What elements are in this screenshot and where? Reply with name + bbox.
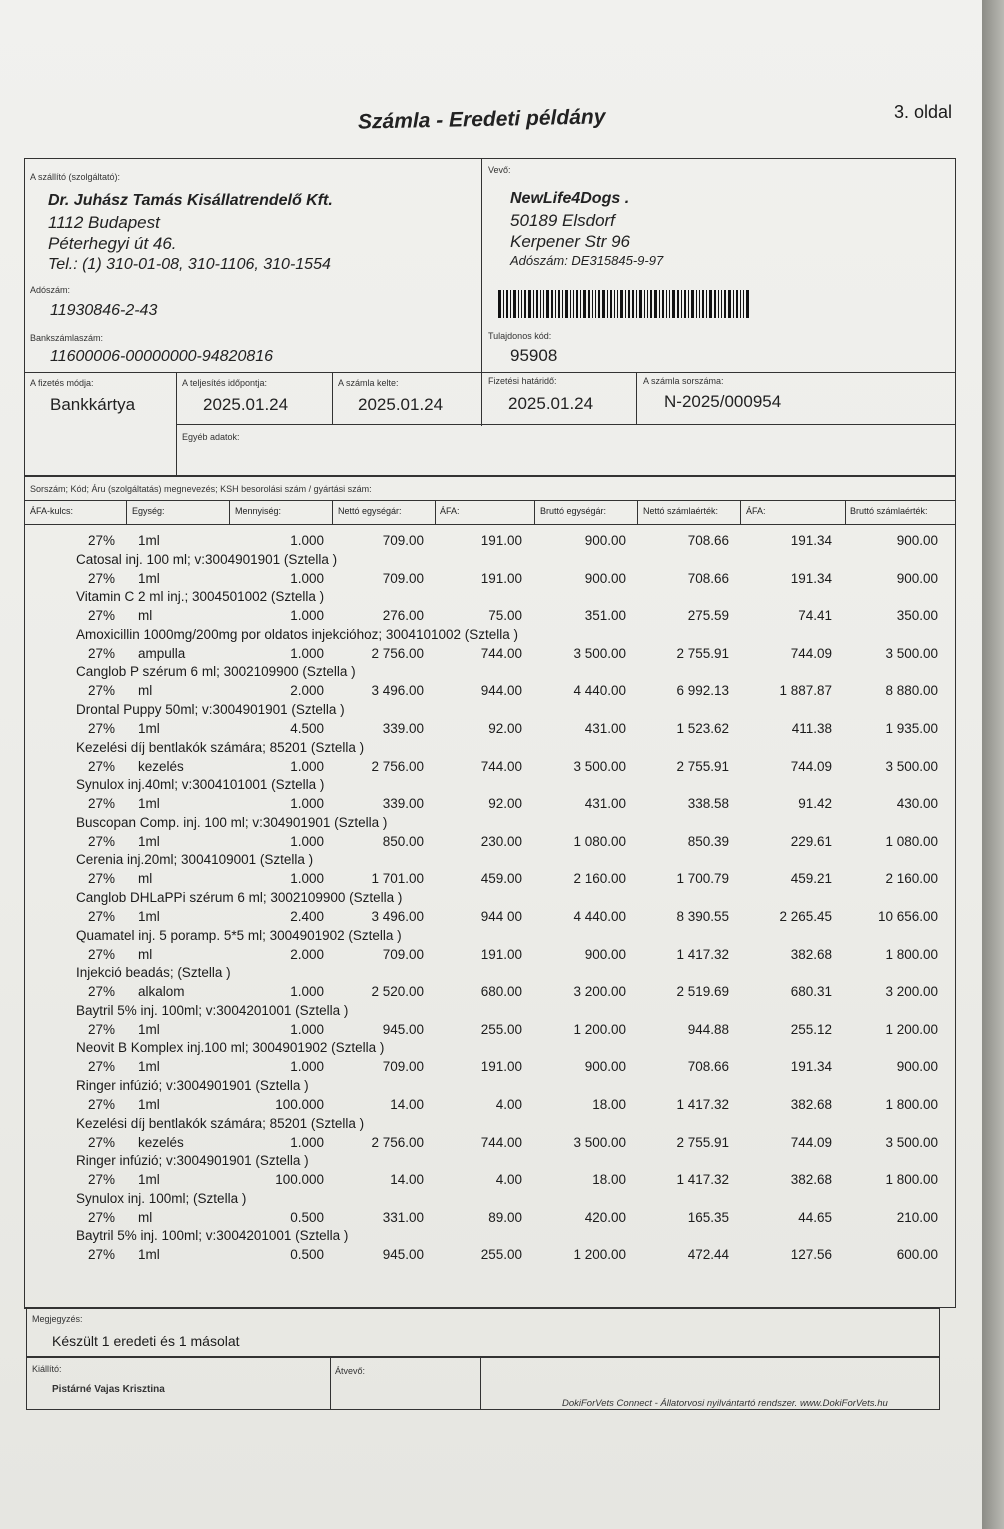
- cell-net-unit: 2 756.00: [371, 758, 424, 774]
- cell-vat-rate: 27%: [88, 645, 116, 661]
- cell-vat: 744.00: [480, 758, 522, 774]
- item-name: Vitamin C 2 ml inj.; 3004501002 (Sztella ): [76, 589, 325, 605]
- cell-qty: 2.000: [290, 946, 324, 962]
- cell-gross-unit: 431.00: [584, 796, 626, 812]
- cell-vat-rate: 27%: [88, 1209, 116, 1225]
- cell-net-unit: 709.00: [382, 570, 424, 586]
- cell-vat: 744.00: [480, 1134, 522, 1150]
- cell-vat-rate: 27%: [88, 1097, 116, 1112]
- cell-qty: 100.000: [275, 1097, 324, 1112]
- cell-unit: 1ml: [138, 570, 160, 586]
- cell-net-total: 2 755.91: [676, 645, 729, 661]
- cell-net-total: 708.66: [687, 533, 729, 548]
- cell-vat: 191.00: [480, 1059, 522, 1075]
- cell-net-unit: 331.00: [382, 1209, 424, 1225]
- cell-vat-total: 459.21: [790, 871, 832, 887]
- cell-vat-total: 382.68: [790, 1097, 832, 1112]
- cell-net-unit: 3 496.00: [371, 683, 424, 699]
- cell-qty: 100.000: [275, 1172, 324, 1188]
- note-label: Megjegyzés:: [32, 1314, 83, 1324]
- col-vat-total: ÁFA:: [746, 506, 766, 516]
- cell-gross-unit: 1 080.00: [573, 833, 626, 849]
- cell-vat-rate: 27%: [88, 683, 116, 699]
- cell-unit: alkalom: [138, 984, 185, 1000]
- cell-net-total: 472.44: [687, 1247, 729, 1263]
- item-name: Baytril 5% inj. 100ml; v:3004201001 (Sztella ): [76, 1002, 349, 1018]
- cell-gross-total: 8 880.00: [885, 683, 938, 699]
- cell-vat: 459.00: [480, 871, 522, 887]
- cell-vat: 4.00: [495, 1172, 522, 1188]
- item-name: Catosal inj. 100 ml; v:3004901901 (Sztella ): [76, 551, 338, 567]
- signature-divider-2: [480, 1358, 481, 1410]
- cell-gross-total: 210.00: [896, 1209, 938, 1225]
- cell-net-total: 2 755.91: [676, 758, 729, 774]
- cell-qty: 1.000: [290, 533, 324, 548]
- cell-vat-total: 255.12: [790, 1021, 832, 1037]
- cell-net-total: 1 417.32: [676, 1172, 729, 1188]
- col-sep: [534, 500, 535, 524]
- cell-vat-rate: 27%: [88, 758, 116, 774]
- supplier-label: A szállító (szolgáltató):: [30, 172, 121, 182]
- col-sep: [126, 500, 127, 524]
- payment-divider-1: [176, 372, 177, 476]
- cell-unit: 1ml: [138, 533, 160, 548]
- buyer-city: 50189 Elsdorf: [510, 211, 615, 230]
- cell-unit: 1ml: [138, 721, 160, 736]
- cell-vat: 4.00: [495, 1097, 522, 1112]
- invoice-serial: N-2025/000954: [664, 392, 782, 411]
- cell-vat-rate: 27%: [88, 946, 116, 962]
- col-sep: [332, 500, 333, 524]
- supplier-street: Péterhegyi út 46.: [48, 234, 177, 253]
- cell-unit: 1ml: [138, 1247, 160, 1263]
- cell-unit: 1ml: [138, 1172, 160, 1188]
- cell-net-total: 1 417.32: [676, 1097, 729, 1112]
- cell-qty: 1.000: [290, 608, 324, 624]
- cell-vat-total: 411.38: [791, 721, 832, 736]
- cell-qty: 1.000: [290, 1059, 324, 1075]
- cell-gross-unit: 900.00: [584, 1059, 626, 1075]
- cell-gross-total: 10 656.00: [877, 909, 938, 924]
- cell-vat-rate: 27%: [88, 1021, 116, 1037]
- cell-gross-unit: 900.00: [584, 570, 626, 586]
- cell-qty: 0.500: [290, 1209, 324, 1225]
- cell-vat-total: 744.09: [790, 758, 832, 774]
- cell-net-unit: 3 496.00: [371, 909, 424, 924]
- cell-vat-total: 382.68: [790, 946, 832, 962]
- cell-net-total: 708.66: [687, 570, 729, 586]
- col-sep: [229, 500, 230, 524]
- completion-date-label: A teljesítés időpontja:: [182, 378, 268, 388]
- cell-unit: 1ml: [138, 1021, 160, 1037]
- cell-unit: ml: [138, 871, 153, 887]
- cell-qty: 1.000: [290, 1134, 324, 1150]
- cell-vat: 191.00: [480, 533, 522, 548]
- cell-vat: 75.00: [488, 608, 522, 624]
- cell-vat: 92.00: [488, 721, 522, 736]
- col-gross-total: Bruttó számlaérték:: [850, 506, 928, 516]
- cell-net-unit: 709.00: [382, 946, 424, 962]
- cell-net-total: 1 417.32: [676, 946, 729, 962]
- cell-gross-unit: 3 200.00: [573, 984, 626, 1000]
- item-name: Canglob P szérum 6 ml; 3002109900 (Sztella ): [76, 664, 356, 680]
- buyer-street: Kerpener Str 96: [510, 232, 631, 251]
- cell-gross-total: 900.00: [896, 533, 938, 548]
- cell-vat-total: 744.09: [790, 1134, 832, 1150]
- cell-gross-total: 900.00: [896, 1059, 938, 1075]
- item-name: Baytril 5% inj. 100ml; v:3004201001 (Sztella ): [76, 1228, 349, 1244]
- cell-gross-total: 3 500.00: [885, 1134, 938, 1150]
- issue-date-label: A számla kelte:: [338, 378, 399, 388]
- cell-net-total: 2 519.69: [676, 984, 729, 1000]
- cell-qty: 1.000: [290, 833, 324, 849]
- cell-gross-unit: 420.00: [584, 1209, 626, 1225]
- cell-qty: 1.000: [290, 1021, 324, 1037]
- supplier-tax-label: Adószám:: [30, 285, 71, 295]
- cell-vat-rate: 27%: [88, 1172, 116, 1188]
- cell-unit: 1ml: [138, 796, 160, 812]
- cell-gross-total: 3 500.00: [885, 645, 938, 661]
- cell-net-unit: 850.00: [382, 833, 424, 849]
- item-name: Ringer infúzió; v:3004901901 (Sztella ): [76, 1153, 309, 1169]
- cell-net-total: 944.88: [687, 1021, 729, 1037]
- page-title: Számla - Eredeti példány: [357, 105, 606, 134]
- cell-vat: 744.00: [480, 645, 522, 661]
- cell-net-total: 1 523.62: [676, 721, 729, 736]
- cell-vat: 255.00: [480, 1247, 522, 1263]
- column-header-bottom: [24, 524, 956, 525]
- item-name: Synulox inj.40ml; v:3004101001 (Sztella ): [76, 777, 325, 793]
- cell-vat-total: 680.31: [790, 984, 832, 1000]
- cell-net-unit: 14.00: [390, 1097, 424, 1112]
- cell-net-unit: 2 520.00: [371, 984, 424, 1000]
- cell-vat: 255.00: [480, 1021, 522, 1037]
- col-unit: Egység:: [132, 506, 165, 516]
- cell-gross-total: 430.00: [896, 796, 938, 812]
- col-sep: [740, 500, 741, 524]
- cell-vat-total: 191.34: [790, 570, 832, 586]
- cell-unit: 1ml: [138, 1097, 160, 1112]
- cell-qty: 2.000: [290, 683, 324, 699]
- owner-code: 95908: [510, 346, 558, 365]
- header-divider: [481, 158, 482, 426]
- cell-net-unit: 709.00: [382, 1059, 424, 1075]
- item-name: Cerenia inj.20ml; 3004109001 (Sztella ): [76, 852, 314, 868]
- other-data-label: Egyéb adatok:: [182, 432, 240, 442]
- cell-vat: 230.00: [480, 833, 522, 849]
- cell-net-total: 165.35: [687, 1209, 729, 1225]
- item-name: Quamatel inj. 5 poramp. 5*5 ml; 3004901902 (Sztella ): [76, 927, 402, 943]
- cell-unit: ml: [138, 946, 153, 962]
- supplier-city: 1112 Budapest: [48, 213, 160, 232]
- cell-vat: 944.00: [480, 683, 522, 699]
- cell-qty: 1.000: [290, 758, 324, 774]
- payment-divider-2: [332, 372, 333, 424]
- cell-net-unit: 14.00: [390, 1172, 424, 1188]
- cell-net-unit: 2 756.00: [371, 645, 424, 661]
- cell-gross-unit: 3 500.00: [573, 645, 626, 661]
- cell-unit: ml: [138, 683, 153, 699]
- cell-net-unit: 339.00: [382, 796, 424, 812]
- issue-date: 2025.01.24: [358, 395, 444, 414]
- column-header-top: [24, 500, 956, 501]
- cell-vat-total: 127.56: [790, 1247, 832, 1263]
- col-vat: ÁFA:: [440, 506, 460, 516]
- cell-net-total: 708.66: [687, 1059, 729, 1075]
- barcode: [498, 290, 802, 318]
- cell-vat-rate: 27%: [88, 984, 116, 1000]
- cell-gross-unit: 2 160.00: [573, 871, 626, 887]
- cell-gross-total: 350.00: [896, 608, 938, 624]
- item-name: Synulox inj. 100ml; (Sztella ): [76, 1190, 247, 1206]
- item-name: Amoxicillin 1000mg/200mg por oldatos injekcióhoz; 3004101002 (Sztella ): [76, 626, 519, 642]
- cell-unit: kezelés: [138, 1134, 184, 1150]
- paper-edge: [982, 0, 1004, 1529]
- cell-gross-total: 600.00: [896, 1247, 938, 1263]
- cell-gross-unit: 3 500.00: [573, 1134, 626, 1150]
- cell-vat-rate: 27%: [88, 721, 116, 736]
- issuer-label: Kiállító:: [32, 1364, 62, 1374]
- cell-gross-unit: 18.00: [592, 1172, 626, 1188]
- cell-net-total: 850.39: [687, 833, 729, 849]
- cell-gross-unit: 351.00: [584, 608, 626, 624]
- cell-net-total: 6 992.13: [676, 683, 729, 699]
- supplier-tax-number: 11930846-2-43: [50, 302, 158, 319]
- col-sep: [845, 500, 846, 524]
- cell-gross-unit: 431.00: [584, 721, 626, 736]
- cell-gross-unit: 18.00: [592, 1097, 626, 1112]
- cell-gross-total: 1 200.00: [885, 1021, 938, 1037]
- buyer-label: Vevő:: [488, 165, 511, 175]
- cell-vat-rate: 27%: [88, 1059, 116, 1075]
- cell-gross-total: 3 500.00: [885, 758, 938, 774]
- col-sep: [637, 500, 638, 524]
- cell-vat-total: 191.34: [790, 533, 832, 548]
- cell-vat-total: 1 887.87: [779, 683, 832, 699]
- payment-divider-3: [636, 372, 637, 424]
- item-name: Buscopan Comp. inj. 100 ml; v:304901901 (Sztella ): [76, 814, 388, 830]
- owner-code-label: Tulajdonos kód:: [488, 331, 552, 341]
- cell-vat: 944 00: [480, 909, 522, 924]
- cell-net-unit: 945.00: [382, 1247, 424, 1263]
- cell-unit: ml: [138, 1209, 153, 1225]
- supplier-name: Dr. Juhász Tamás Kisállatrendelő Kft.: [48, 192, 333, 209]
- payment-row-bottom: [176, 424, 956, 425]
- cell-vat: 191.00: [480, 570, 522, 586]
- cell-vat-rate: 27%: [88, 1134, 116, 1150]
- cell-vat-rate: 27%: [88, 1247, 116, 1263]
- cell-net-unit: 945.00: [382, 1021, 424, 1037]
- cell-gross-total: 1 800.00: [885, 1097, 938, 1112]
- cell-vat-total: 191.34: [790, 1059, 832, 1075]
- cell-vat: 191.00: [480, 946, 522, 962]
- cell-vat-total: 74.41: [798, 608, 832, 624]
- cell-gross-unit: 4 440.00: [573, 683, 626, 699]
- item-name: Canglob DHLaPPi szérum 6 ml; 3002109900 (Sztella ): [76, 890, 403, 905]
- cell-gross-unit: 3 500.00: [573, 758, 626, 774]
- serial-label: A számla sorszáma:: [643, 376, 724, 386]
- completion-date: 2025.01.24: [203, 395, 289, 414]
- cell-unit: 1ml: [138, 833, 160, 849]
- cell-unit: 1ml: [138, 1059, 160, 1075]
- supplier-bank-label: Bankszámlaszám:: [30, 333, 104, 343]
- cell-gross-total: 3 200.00: [885, 984, 938, 1000]
- cell-gross-unit: 1 200.00: [573, 1021, 626, 1037]
- cell-net-unit: 709.00: [382, 533, 424, 548]
- cell-qty: 1.000: [290, 796, 324, 812]
- receiver-label: Átvevő:: [335, 1366, 366, 1376]
- cell-gross-unit: 900.00: [584, 533, 626, 548]
- note-text: Készült 1 eredeti és 1 másolat: [52, 1333, 240, 1349]
- cell-gross-total: 2 160.00: [885, 871, 938, 887]
- cell-unit: ampulla: [138, 645, 186, 661]
- payment-row-top: [24, 372, 956, 373]
- col-gross-unit: Bruttó egységár:: [540, 506, 607, 516]
- item-name: Kezelési díj bentlakók számára; 85201 (Sztella ): [76, 1115, 365, 1131]
- cell-net-total: 8 390.55: [676, 909, 729, 924]
- cell-gross-total: 900.00: [896, 570, 938, 586]
- software-credit: DokiForVets Connect - Állatorvosi nyilvántartó rendszer. www.DokiForVets.hu: [562, 1398, 888, 1409]
- cell-qty: 1.000: [290, 570, 324, 586]
- cell-qty: 0.500: [290, 1247, 324, 1263]
- items-description-header: Sorszám; Kód; Áru (szolgáltatás) megnevezés; KSH besorolási szám / gyártási szám:: [30, 484, 372, 494]
- cell-net-total: 1 700.79: [676, 871, 729, 887]
- signature-divider-1: [330, 1358, 331, 1410]
- item-name: Drontal Puppy 50ml; v:3004901901 (Sztella ): [76, 702, 345, 717]
- col-net-unit: Nettó egységár:: [338, 506, 402, 516]
- due-date: 2025.01.24: [508, 394, 594, 413]
- item-name: Kezelési díj bentlakók számára; 85201 (Sztella ): [76, 739, 365, 755]
- cell-qty: 2.400: [290, 909, 324, 924]
- item-name: Injekció beadás; (Sztella ): [76, 965, 231, 981]
- cell-net-unit: 2 756.00: [371, 1134, 424, 1150]
- supplier-bank-account: 11600006-00000000-94820816: [50, 348, 274, 365]
- cell-net-unit: 276.00: [382, 608, 424, 624]
- cell-vat: 680.00: [480, 984, 522, 1000]
- cell-vat-total: 2 265.45: [779, 909, 832, 924]
- cell-net-total: 338.58: [687, 796, 729, 812]
- cell-net-unit: 1 701.00: [371, 871, 424, 887]
- cell-vat-rate: 27%: [88, 608, 116, 624]
- cell-qty: 1.000: [290, 871, 324, 887]
- cell-qty: 1.000: [290, 645, 324, 661]
- item-name: Neovit B Komplex inj.100 ml; 3004901902 (Sztella ): [76, 1040, 385, 1056]
- cell-vat-rate: 27%: [88, 533, 116, 548]
- col-qty: Mennyiség:: [235, 506, 282, 516]
- cell-vat-total: 44.65: [798, 1209, 832, 1225]
- cell-net-unit: 339.00: [382, 721, 424, 736]
- cell-gross-unit: 1 200.00: [573, 1247, 626, 1263]
- cell-vat-total: 744.09: [790, 645, 832, 661]
- cell-vat-rate: 27%: [88, 909, 116, 924]
- cell-gross-total: 1 800.00: [885, 946, 938, 962]
- cell-vat-rate: 27%: [88, 796, 116, 812]
- payment-method-label: A fizetés módja:: [30, 378, 94, 388]
- buyer-tax: Adószám: DE315845-9-97: [510, 253, 664, 268]
- cell-gross-unit: 4 440.00: [573, 909, 626, 924]
- cell-gross-total: 1 800.00: [885, 1172, 938, 1188]
- col-net-total: Nettó számlaérték:: [643, 506, 719, 516]
- cell-vat-rate: 27%: [88, 871, 116, 887]
- cell-net-total: 2 755.91: [676, 1134, 729, 1150]
- supplier-phone: Tel.: (1) 310-01-08, 310-1106, 310-1554: [48, 256, 331, 273]
- cell-vat-rate: 27%: [88, 570, 116, 586]
- cell-unit: 1ml: [138, 909, 160, 924]
- cell-vat-total: 382.68: [790, 1172, 832, 1188]
- cell-vat-total: 229.61: [790, 833, 832, 849]
- buyer-name: NewLife4Dogs .: [510, 190, 630, 207]
- item-name: Ringer infúzió; v:3004901901 (Sztella ): [76, 1078, 309, 1093]
- issuer-name: Pistárné Vajas Krisztina: [52, 1384, 165, 1395]
- cell-qty: 4.500: [290, 721, 324, 736]
- cell-unit: ml: [138, 608, 153, 624]
- cell-gross-unit: 900.00: [584, 946, 626, 962]
- cell-gross-total: 1 935.00: [885, 721, 938, 736]
- cell-qty: 1.000: [290, 984, 324, 1000]
- cell-vat: 89.00: [488, 1209, 522, 1225]
- payment-method: Bankkártya: [50, 395, 136, 414]
- cell-gross-total: 1 080.00: [885, 833, 938, 849]
- col-sep: [435, 500, 436, 524]
- due-date-label: Fizetési határidő:: [488, 376, 557, 386]
- cell-vat: 92.00: [488, 796, 522, 812]
- cell-unit: kezelés: [138, 758, 184, 774]
- page-number: 3. oldal: [894, 102, 953, 122]
- cell-net-total: 275.59: [687, 608, 729, 624]
- col-vat-rate: ÁFA-kulcs:: [30, 506, 74, 516]
- cell-vat-rate: 27%: [88, 833, 116, 849]
- cell-vat-total: 91.42: [798, 796, 832, 812]
